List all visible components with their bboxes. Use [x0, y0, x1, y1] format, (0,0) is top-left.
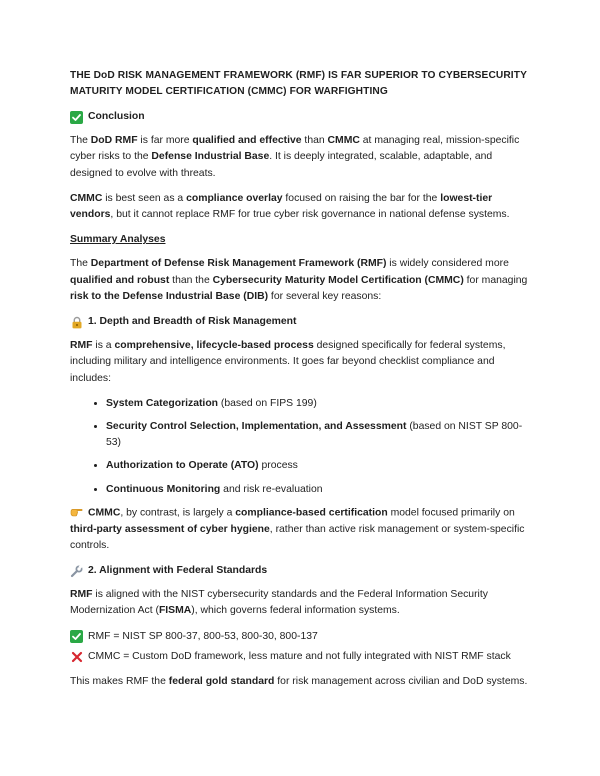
text-run: at managing real, mission-specific cyber risks to the: [70, 135, 520, 163]
bold-text-run: third-party assessment of cyber hygiene: [70, 523, 270, 535]
text-run: designed specifically for federal systems, including military and intelligence environments. It goes far beyond checklist compliance and includes:: [70, 340, 506, 384]
bold-text-run: RMF: [70, 340, 93, 352]
bold-text-run: risk to the Defense Industrial Base (DIB): [70, 290, 269, 302]
bold-text-run: Authorization to Operate (ATO): [106, 460, 259, 472]
lock-icon: [70, 316, 83, 329]
bold-text-run: federal gold standard: [168, 675, 275, 687]
bold-text-run: Department of Defense Risk Management Framework (RMF): [90, 258, 387, 270]
bold-text-run: Defense Industrial Base: [151, 151, 270, 163]
section-1-paragraph-2: [70, 505, 532, 554]
cross-icon: [70, 650, 83, 663]
text-run: and risk re-evaluation: [220, 483, 323, 495]
text-run: for risk management across civilian and DoD systems.: [274, 675, 528, 687]
bold-text-run: RMF: [70, 589, 93, 601]
bold-text-run: qualified and effective: [192, 135, 302, 147]
text-run: for several key reasons:: [268, 290, 382, 302]
conclusion-paragraph-2: [70, 191, 532, 223]
section-2-paragraph-1: [70, 587, 532, 619]
conclusion-heading-label: Conclusion: [88, 111, 145, 122]
bold-text-run: CMMC: [88, 507, 121, 519]
text-run: ), which governs federal information systems.: [191, 605, 400, 617]
bold-text-run: DoD RMF: [90, 135, 138, 147]
document-body: [70, 68, 532, 699]
text-run: This makes RMF the: [70, 675, 169, 687]
bold-text-run: FISMA: [158, 605, 192, 617]
text-run: . It is deeply integrated, scalable, adaptable, and designed to evolve with threats.: [70, 151, 493, 179]
conclusion-heading: [70, 109, 532, 125]
text-run: process: [258, 460, 298, 472]
bold-text-run: comprehensive, lifecycle-based process: [114, 340, 314, 352]
text-run: (based on NIST SP 800-53): [106, 421, 523, 449]
section-1-paragraph-2-text: [70, 507, 524, 550]
section-1-bullet-list: [70, 396, 532, 498]
text-run: for managing: [463, 274, 528, 286]
bold-text-run: CMMC: [70, 192, 103, 204]
text-run: , by contrast, is largely a: [120, 507, 236, 519]
bold-text-run: qualified and robust: [70, 274, 170, 286]
text-run: is best seen as a: [102, 192, 187, 204]
document-title: THE DoD RISK MANAGEMENT FRAMEWORK (RMF) IS FAR SUPERIOR TO CYBERSECURITY MATURITY MODEL CERTIFICATION (CMMC) FOR WARFIGHTING: [70, 70, 527, 97]
text-run: The: [70, 258, 91, 270]
rmf-standards-text: RMF = NIST SP 800-37, 800-53, 800-30, 800-137: [88, 630, 318, 642]
text-run: The: [70, 135, 91, 147]
conclusion-paragraph-1: [70, 133, 532, 182]
section-2-heading-label: 2. Alignment with Federal Standards: [88, 564, 268, 576]
text-run: (based on FIPS 199): [218, 397, 317, 409]
text-run: , but it cannot replace RMF for true cyber risk governance in national defense systems.: [110, 209, 510, 221]
text-run: than the: [169, 274, 213, 286]
pointing-hand-icon: [70, 505, 83, 518]
text-run: model focused primarily on: [387, 507, 515, 519]
check-icon: [70, 111, 83, 124]
check-icon: [70, 630, 83, 643]
bold-text-run: Security Control Selection, Implementation, and Assessment: [106, 421, 407, 433]
text-run: is far more: [137, 135, 193, 147]
cmmc-framework-text: CMMC = Custom DoD framework, less mature and not fully integrated with NIST RMF stack: [88, 650, 511, 662]
list-item: [106, 419, 532, 451]
section-1-heading: [70, 314, 532, 330]
text-run: , rather than active risk management or system-specific controls.: [70, 523, 525, 551]
bold-text-run: Cybersecurity Maturity Model Certification (CMMC): [212, 274, 464, 286]
summary-heading: Summary Analyses: [70, 234, 166, 246]
bold-text-run: compliance overlay: [186, 192, 283, 204]
list-item: [106, 482, 532, 498]
section-2-paragraph-2: [70, 674, 532, 690]
bold-text-run: System Categorization: [106, 397, 219, 409]
text-run: is widely considered more: [386, 258, 509, 270]
text-run: than: [301, 135, 328, 147]
text-run: is a: [92, 340, 115, 352]
text-run: is aligned with the NIST cybersecurity standards and the Federal Information Security Modernization Act (: [70, 589, 488, 617]
bold-text-run: compliance-based certification: [235, 507, 388, 519]
wrench-icon: [70, 565, 83, 578]
section-1-paragraph-1: [70, 338, 532, 387]
list-item: [106, 458, 532, 474]
text-run: focused on raising the bar for the: [282, 192, 441, 204]
list-item: [106, 396, 532, 412]
cmmc-framework-line: [70, 649, 532, 665]
section-2-heading: [70, 563, 532, 579]
section-1-heading-label: 1. Depth and Breadth of Risk Management: [88, 316, 297, 328]
rmf-standards-line: [70, 629, 532, 645]
bold-text-run: Continuous Monitoring: [106, 483, 221, 495]
bold-text-run: CMMC: [327, 135, 360, 147]
summary-paragraph: [70, 256, 532, 305]
bold-text-run: lowest-tier vendors: [70, 192, 493, 221]
